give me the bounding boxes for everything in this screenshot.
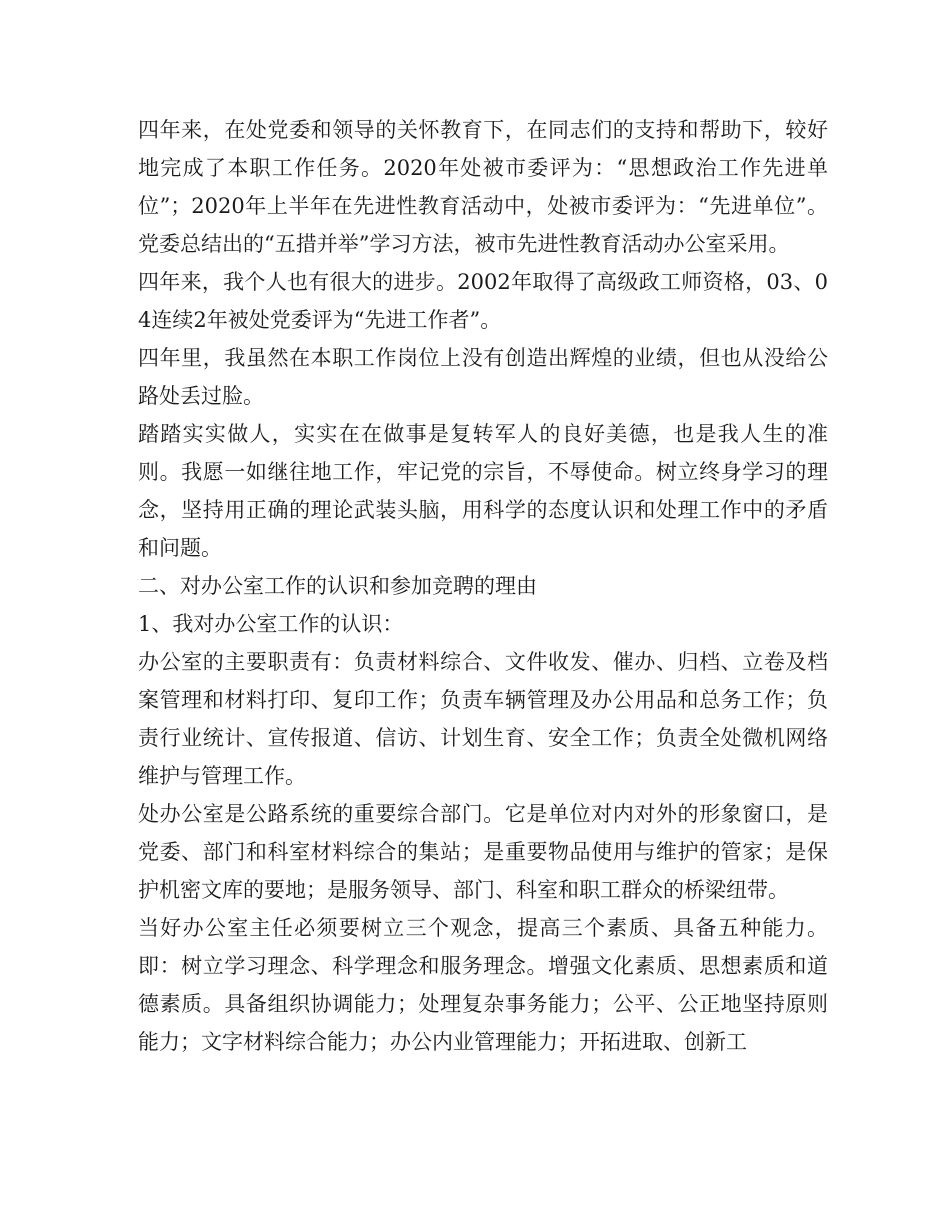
paragraph-5: 办公室的主要职责有：负责材料综合、文件收发、催办、归档、立卷及档案管理和材料打印、复印工作；负责车辆管理及办公用品和总务工作；负责行业统计、宣传报道、信访、计划生育、安全工作；负责全处微机网络维护与管理工作。 [138, 650, 828, 788]
subsection-heading: 1、我对办公室工作的认识： [138, 612, 404, 636]
paragraph-2: 四年来，我个人也有很大的进步。2002年取得了高级政工师资格，03、04连续2年被处党委评为“先进工作者”。 [138, 270, 828, 332]
paragraph-1: 四年来，在处党委和领导的关怀教育下，在同志们的支持和帮助下，较好地完成了本职工作任务。2020年处被市委评为：“思想政治工作先进单位”；2020年上半年在先进性教育活动中，处被市委评为：“先进单位”。党委总结出的“五措并举”学习方法，被市先进性教育活动办公室采用。 [138, 118, 828, 256]
paragraph-4: 踏踏实实做人，实实在在做事是复转军人的良好美德，也是我人生的准则。我愿一如继往地工作，牢记党的宗旨，不辱使命。树立终身学习的理念，坚持用正确的理论武装头脑，用科学的态度认识和处理工作中的矛盾和问题。 [138, 422, 828, 560]
section-heading: 二、对办公室工作的认识和参加竞聘的理由 [138, 574, 537, 598]
document-body [138, 111, 828, 1061]
paragraph-3: 四年里，我虽然在本职工作岗位上没有创造出辉煌的业绩，但也从没给公路处丢过脸。 [138, 346, 828, 408]
paragraph-6: 处办公室是公路系统的重要综合部门。它是单位对内对外的形象窗口，是党委、部门和科室材料综合的集站；是重要物品使用与维护的管家；是保护机密文库的要地；是服务领导、部门、科室和职工群众的桥梁纽带。 [138, 802, 828, 902]
paragraph-7: 当好办公室主任必须要树立三个观念，提高三个素质、具备五种能力。即：树立学习理念、科学理念和服务理念。增强文化素质、思想素质和道德素质。具备组织协调能力；处理复杂事务能力；公平、公正地坚持原则能力；文字材料综合能力；办公内业管理能力；开拓进取、创新工 [138, 916, 828, 1054]
